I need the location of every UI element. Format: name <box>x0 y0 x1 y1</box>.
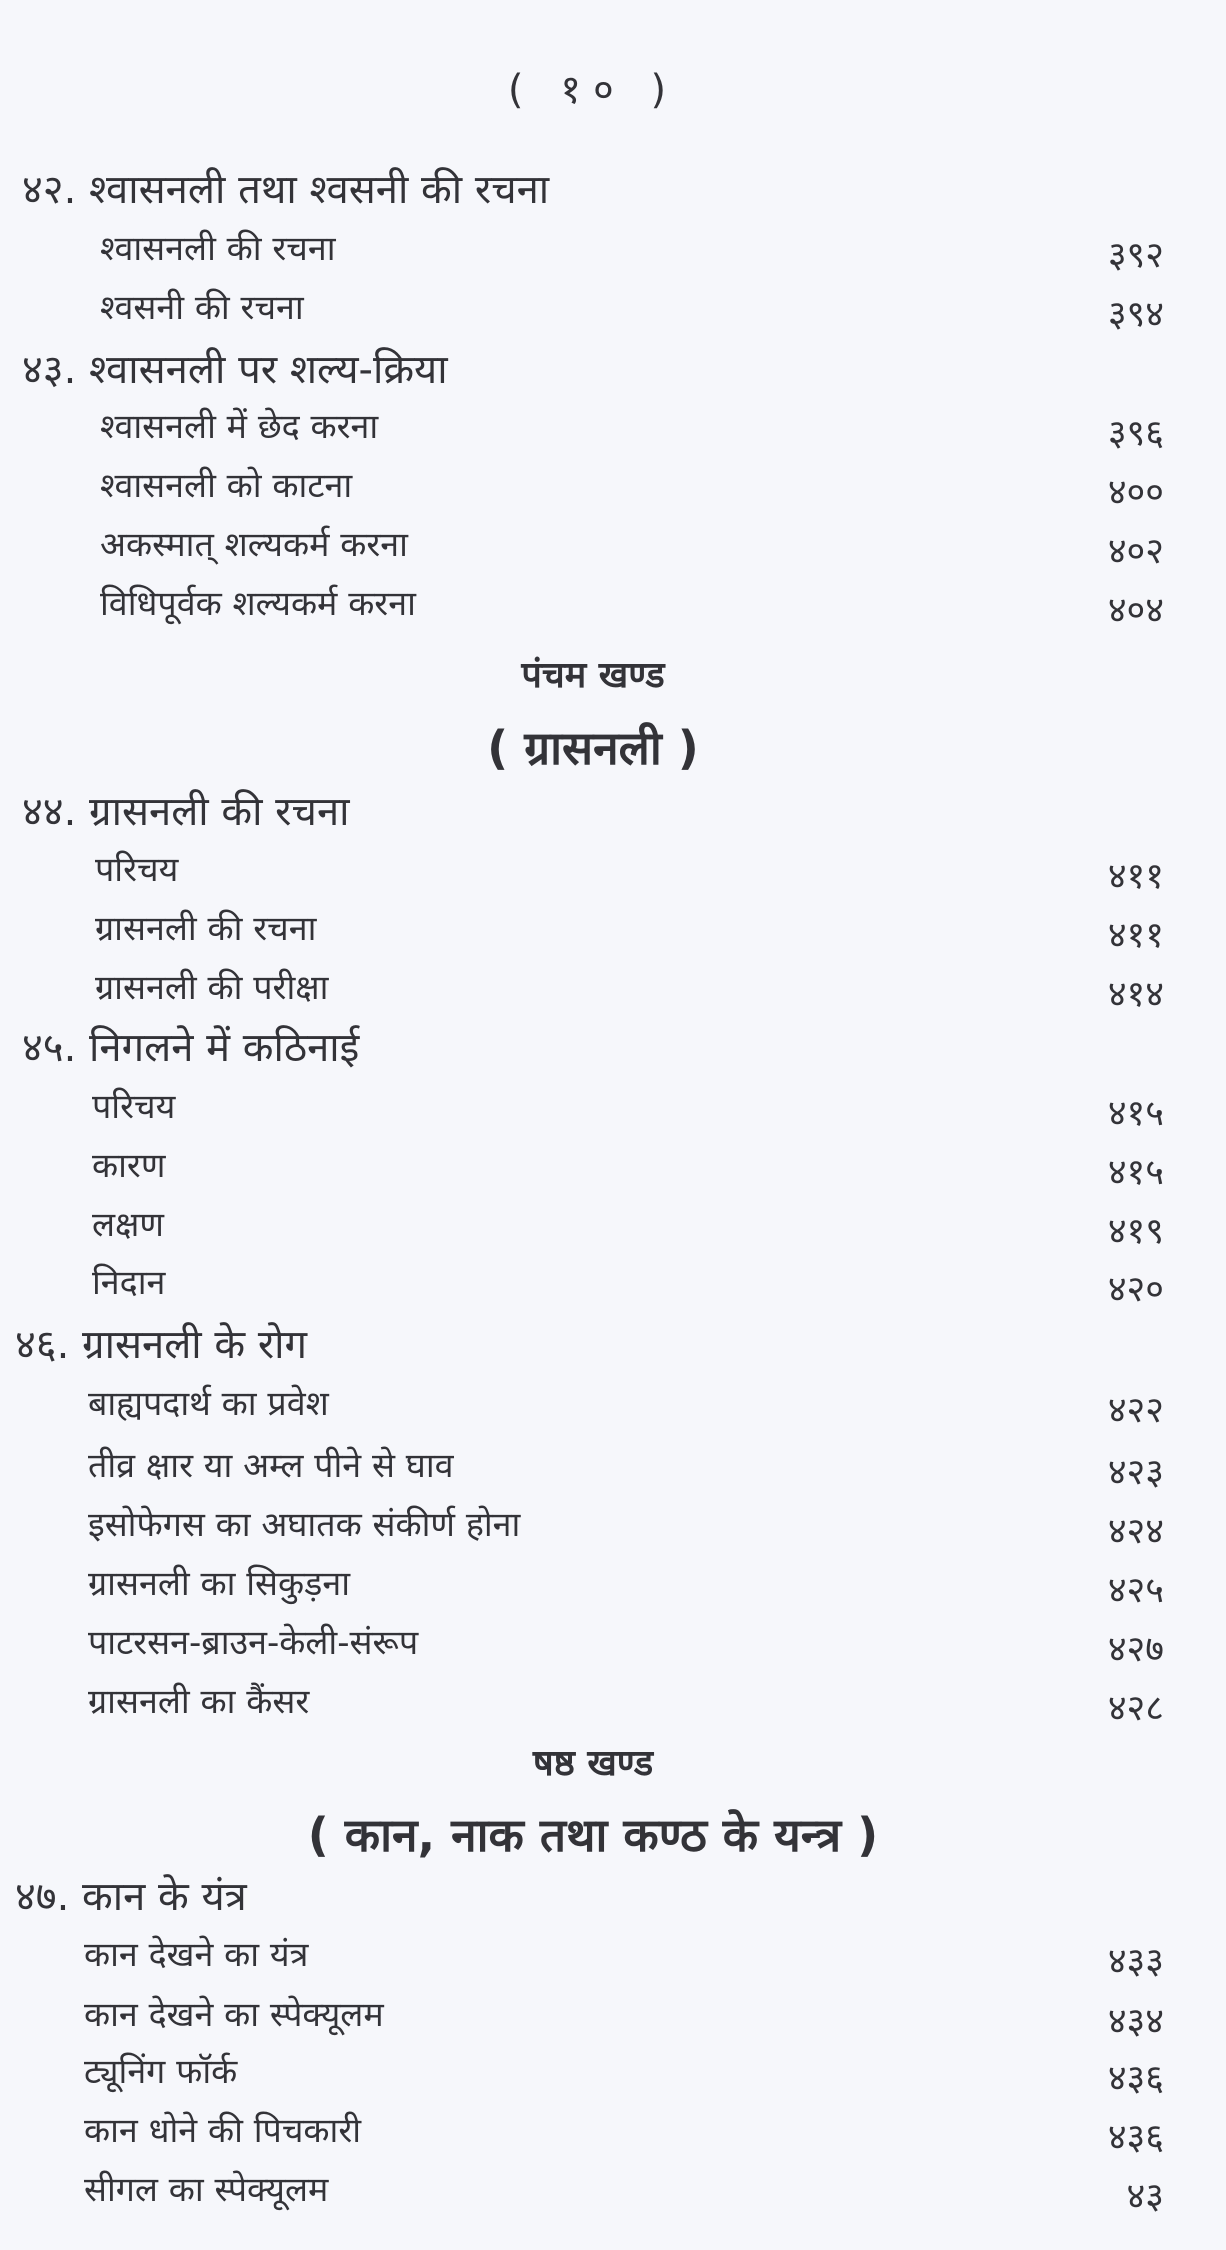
toc-page-number: ४१५ <box>1107 1152 1164 1193</box>
toc-page-number: ४०० <box>1107 472 1164 513</box>
section-subtitle: ( कान, नाक तथा कण्ठ के यन्त्र ) <box>307 1808 879 1862</box>
toc-page-number: ४१९ <box>1107 1211 1164 1252</box>
toc-entry: लक्षण <box>92 1205 165 1245</box>
chapter-heading: ४७. कान के यंत्र <box>15 1874 247 1920</box>
toc-entry: श्वासनली को काटना <box>100 466 353 506</box>
toc-entry: बाह्यपदार्थ का प्रवेश <box>88 1384 329 1424</box>
section-heading: पंचम खण्ड <box>521 655 665 696</box>
toc-entry: ट्यूनिंग फॉर्क <box>84 2052 238 2092</box>
toc-page-number: ४२७ <box>1107 1629 1164 1670</box>
chapter-heading: ४४. ग्रासनली की रचना <box>22 789 350 835</box>
toc-page-number: ३९६ <box>1107 413 1164 454</box>
toc-entry: सीगल का स्पेक्यूलम <box>84 2170 329 2210</box>
toc-entry: कान धोने की पिचकारी <box>84 2111 362 2151</box>
toc-page-number: ४२२ <box>1107 1390 1164 1431</box>
toc-page-number: ४०४ <box>1107 590 1164 631</box>
chapter-heading: ४२. श्वासनली तथा श्वसनी की रचना <box>22 167 550 213</box>
toc-entry: इसोफेगस का अघातक संकीर्ण होना <box>88 1505 521 1545</box>
toc-page-number: ४३३ <box>1107 1941 1164 1982</box>
toc-entry: परिचय <box>95 850 179 890</box>
toc-entry: विधिपूर्वक शल्यकर्म करना <box>100 584 416 624</box>
toc-page-number: ४२४ <box>1107 1511 1164 1552</box>
toc-entry: निदान <box>92 1263 166 1303</box>
toc-page-number: ४२८ <box>1107 1688 1164 1729</box>
toc-page-number: ४१४ <box>1107 974 1164 1015</box>
toc-entry: श्वासनली की रचना <box>100 229 336 269</box>
toc-entry: कारण <box>92 1146 166 1186</box>
toc-page-number: ४१५ <box>1107 1093 1164 1134</box>
chapter-heading: ४६. ग्रासनली के रोग <box>15 1322 308 1368</box>
toc-entry: ग्रासनली की परीक्षा <box>95 968 329 1008</box>
toc-page-number: ४३६ <box>1107 2058 1164 2099</box>
toc-entry: परिचय <box>92 1087 176 1127</box>
toc-page-number: ३९४ <box>1107 294 1164 335</box>
toc-page-number: ४११ <box>1107 915 1164 956</box>
toc-page-number: ४३ <box>1126 2176 1164 2217</box>
toc-entry: ग्रासनली की रचना <box>95 909 317 949</box>
page-number: ( १० ) <box>507 67 679 113</box>
toc-page-number: ३९२ <box>1107 235 1164 276</box>
toc-page-number: ४३६ <box>1107 2117 1164 2158</box>
toc-page-number: ४३४ <box>1107 2001 1164 2042</box>
toc-entry: पाटरसन-ब्राउन-केली-संरूप <box>88 1623 419 1663</box>
section-subtitle: ( ग्रासनली ) <box>487 721 699 775</box>
toc-entry: श्वसनी की रचना <box>100 288 304 328</box>
toc-page-number: ४२३ <box>1107 1452 1164 1493</box>
chapter-heading: ४३. श्वासनली पर शल्य-क्रिया <box>22 347 448 393</box>
toc-entry: कान देखने का यंत्र <box>84 1935 309 1975</box>
toc-entry: कान देखने का स्पेक्यूलम <box>84 1995 384 2035</box>
toc-entry: श्वासनली में छेद करना <box>100 407 379 447</box>
toc-page-number: ४२० <box>1107 1269 1164 1310</box>
toc-entry: ग्रासनली का सिकुड़ना <box>88 1564 350 1604</box>
toc-page-number: ४११ <box>1107 856 1164 897</box>
toc-entry: ग्रासनली का कैंसर <box>88 1682 310 1722</box>
section-heading: षष्ठ खण्ड <box>532 1743 654 1784</box>
chapter-heading: ४५. निगलने में कठिनाई <box>22 1025 360 1071</box>
toc-entry: अकस्मात् शल्यकर्म करना <box>100 525 408 565</box>
toc-entry: तीव्र क्षार या अम्ल पीने से घाव <box>88 1446 454 1486</box>
toc-page-number: ४०२ <box>1107 531 1164 572</box>
toc-page-number: ४२५ <box>1107 1570 1164 1611</box>
